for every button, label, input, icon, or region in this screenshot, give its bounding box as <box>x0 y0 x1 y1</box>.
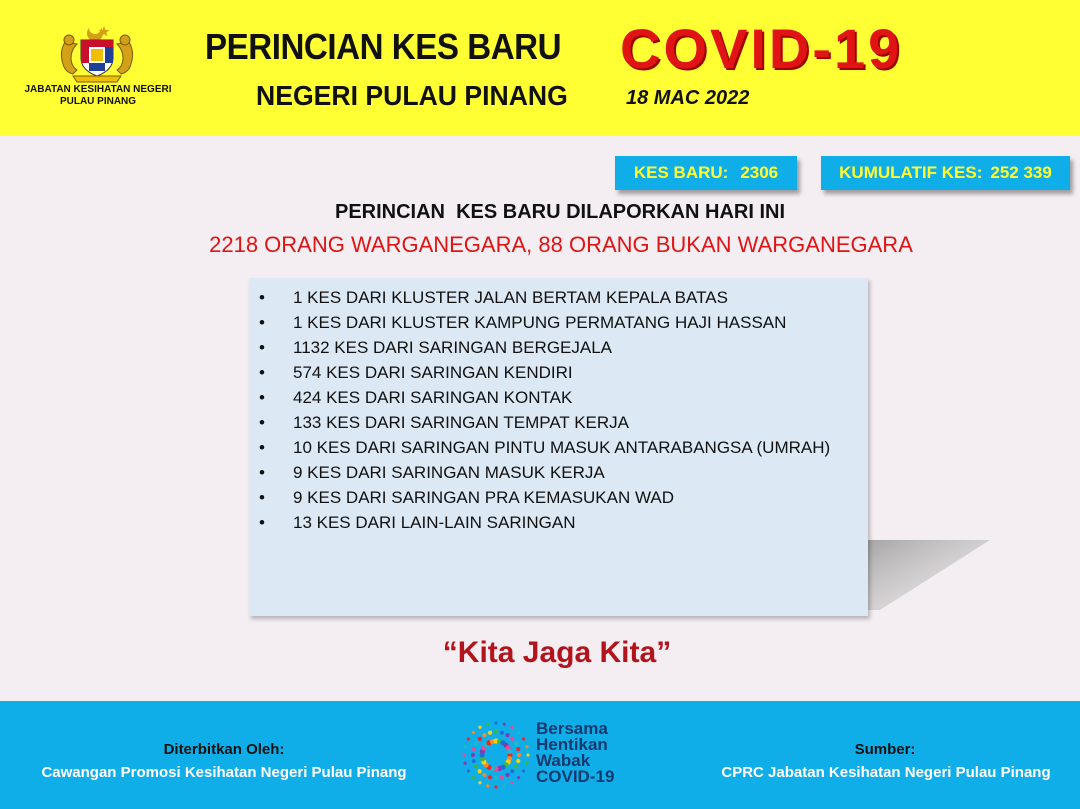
list-item <box>259 435 830 460</box>
slogan: “Kita Jaga Kita” <box>442 636 672 669</box>
cumulative-cases-value: 252 339 <box>990 163 1052 182</box>
list-item-text: 574 KES DARI SARINGAN KENDIRI <box>293 363 573 382</box>
list-item <box>259 385 830 410</box>
publisher-value: Cawangan Promosi Kesihatan Negeri Pulau Pinang <box>41 764 407 781</box>
summary-heading: PERINCIAN KES BARU DILAPORKAN HARI INI <box>334 201 786 223</box>
bullet-icon: • <box>259 288 265 307</box>
list-item <box>259 310 830 335</box>
header-banner <box>0 0 1080 136</box>
bullet-icon: • <box>259 313 265 332</box>
citizenship-breakdown: 2218 ORANG WARGANEGARA, 88 ORANG BUKAN WARGANEGARA <box>209 232 913 257</box>
list-item <box>259 410 830 435</box>
list-item <box>259 285 830 310</box>
campaign-line-2: Hentikan <box>536 735 608 754</box>
bullet-icon: • <box>259 438 265 457</box>
case-details-list <box>259 285 830 535</box>
new-cases-badge <box>615 156 797 190</box>
bullet-icon: • <box>259 413 265 432</box>
list-item <box>259 360 830 385</box>
list-item-text: 424 KES DARI SARINGAN KONTAK <box>293 388 573 407</box>
bullet-icon: • <box>259 513 265 532</box>
list-item <box>259 335 830 360</box>
campaign-logo-icon <box>456 715 536 795</box>
bullet-icon: • <box>259 488 265 507</box>
campaign-line-1: Bersama <box>536 719 608 738</box>
covid-title: COVID-19 <box>620 17 903 80</box>
campaign-line-4: COVID-19 <box>536 767 615 786</box>
list-item <box>259 510 830 535</box>
campaign-line-3: Wabak <box>536 751 591 770</box>
source-label: Sumber: <box>854 741 916 758</box>
department-name-line1: JABATAN KESIHATAN NEGERI <box>24 84 172 95</box>
new-cases-label: KES BARU: <box>633 163 729 182</box>
list-item <box>259 460 830 485</box>
list-item-text: 10 KES DARI SARINGAN PINTU MASUK ANTARABANGSA (UMRAH) <box>293 438 831 457</box>
coat-of-arms-icon <box>55 22 139 84</box>
state-title: NEGERI PULAU PINANG <box>256 80 568 111</box>
list-item-text: 13 KES DARI LAIN-LAIN SARINGAN <box>293 513 576 532</box>
publisher-label: Diterbitkan Oleh: <box>163 741 285 758</box>
list-item-text: 1132 KES DARI SARINGAN BERGEJALA <box>293 338 613 357</box>
report-date: 18 MAC 2022 <box>626 87 750 109</box>
footer-banner <box>0 701 1080 809</box>
list-item-text: 1 KES DARI KLUSTER JALAN BERTAM KEPALA BATAS <box>293 288 728 307</box>
list-item-text: 9 KES DARI SARINGAN MASUK KERJA <box>293 463 605 482</box>
bullet-icon: • <box>259 363 265 382</box>
source-value: CPRC Jabatan Kesihatan Negeri Pulau Pinang <box>721 764 1051 781</box>
case-details-panel <box>249 278 868 616</box>
department-name <box>10 84 186 108</box>
list-item-text: 1 KES DARI KLUSTER KAMPUNG PERMATANG HAJI HASSAN <box>293 313 787 332</box>
page-title: PERINCIAN KES BARU <box>205 26 562 67</box>
cumulative-cases-badge <box>821 156 1070 190</box>
new-cases-value: 2306 <box>740 163 779 182</box>
cumulative-cases-label: KUMULATIF KES: <box>839 163 983 182</box>
list-item-text: 133 KES DARI SARINGAN TEMPAT KERJA <box>293 413 630 432</box>
bullet-icon: • <box>259 463 265 482</box>
list-item <box>259 485 830 510</box>
department-name-line2: PULAU PINANG <box>59 96 137 107</box>
list-item-text: 9 KES DARI SARINGAN PRA KEMASUKAN WAD <box>293 488 675 507</box>
campaign-slogan <box>536 721 636 785</box>
bullet-icon: • <box>259 388 265 407</box>
bullet-icon: • <box>259 338 265 357</box>
